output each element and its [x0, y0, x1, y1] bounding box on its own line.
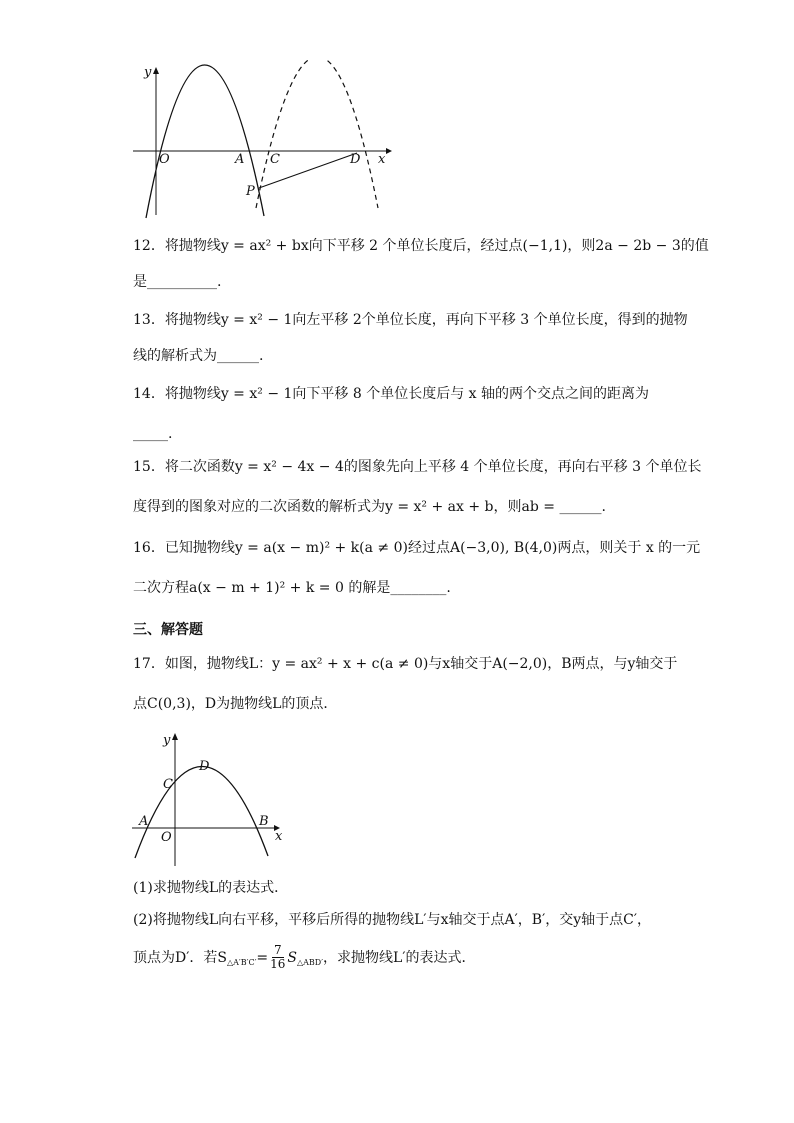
label-O: O — [161, 830, 172, 845]
question-12 — [133, 236, 709, 292]
question-number: 15． — [133, 459, 165, 475]
area-symbol: S — [287, 949, 297, 966]
figure-parabola-L — [128, 728, 288, 868]
parabola-dashed — [256, 60, 378, 208]
label-C: C — [270, 152, 280, 167]
question-text-cont: 度得到的图象对应的二次函数的解析式为y = x² + ax + b，则ab = ______. — [133, 499, 606, 515]
subscript: △A′B′C′ — [227, 957, 257, 967]
question-16 — [133, 538, 701, 598]
question-number: 16． — [133, 540, 165, 556]
question-17 — [133, 654, 678, 714]
equals: = — [256, 949, 269, 966]
question-text-cont: 线的解析式为______. — [133, 348, 264, 364]
question-number: 13． — [133, 312, 165, 328]
label-x: x — [378, 152, 386, 167]
question-number: 14． — [133, 386, 165, 402]
label-P: P — [246, 184, 255, 199]
question-text: 将抛物线y = x² − 1向左平移 2个单位长度，再向下平移 3 个单位长度，得到的抛物 — [164, 312, 688, 328]
figure-parabola-translation — [128, 60, 393, 220]
parabola-L — [135, 766, 268, 858]
question-13 — [133, 310, 688, 366]
label-O: O — [159, 152, 170, 167]
label-A: A — [235, 152, 245, 167]
fraction-numerator: 7 — [273, 943, 282, 957]
question-text-cont: 点C(0,3)，D为抛物线L的顶点． — [133, 696, 338, 712]
question-text: 顶点为D′．若S — [133, 949, 227, 966]
question-text: 17．如图，抛物线L：y = ax² + x + c(a ≠ 0)与x轴交于A(−2,0)，B两点，与y轴交于 — [133, 656, 678, 672]
fraction — [270, 944, 285, 971]
y-axis-arrow — [172, 733, 178, 740]
question-14 — [133, 384, 673, 444]
label-A: A — [139, 814, 149, 829]
label-D: D — [199, 759, 210, 774]
question-text: 将抛物线y = ax² + bx向下平移 2 个单位长度后，经过点(−1,1)，则2a − 2b − 3的值 — [164, 238, 709, 254]
question-text: 将二次函数y = x² − 4x − 4的图象先向上平移 4 个单位长度，再向右平移 3 个单位长 — [164, 459, 702, 475]
question-15 — [133, 457, 702, 517]
label-B: B — [259, 814, 269, 829]
question-text-cont: 二次方程a(x − m + 1)² + k = 0 的解是________. — [133, 580, 451, 596]
question-text: (2)将抛物线L向右平移，平移后所得的抛物线L′与x轴交于点A′，B′，交y轴于点C′， — [133, 912, 652, 928]
label-D: D — [350, 152, 361, 167]
question-number: 12． — [133, 238, 165, 254]
label-y: y — [163, 733, 171, 748]
question-text: 已知抛物线y = a(x − m)² + k(a ≠ 0)经过点A(−3,0), B(4,0)两点，则关于 x 的一元 — [164, 540, 701, 556]
subscript: △ABD′ — [297, 957, 324, 967]
section-title: 三、解答题 — [133, 622, 203, 638]
question-17-part-1: (1)求抛物线L的表达式． — [133, 880, 289, 896]
question-17-part-2 — [133, 910, 673, 971]
y-axis-arrow — [153, 67, 159, 74]
question-text-cont: _____. — [133, 426, 173, 442]
question-text-cont: 是__________. — [133, 274, 222, 290]
question-text: 将抛物线y = x² − 1向下平移 8 个单位长度后与 x 轴的两个交点之间的距离为 — [164, 386, 650, 402]
label-y: y — [144, 65, 152, 80]
question-text: ，求抛物线L′的表达式． — [323, 949, 476, 966]
label-C: C — [163, 777, 173, 792]
label-x: x — [275, 829, 283, 844]
fraction-denominator: 16 — [270, 957, 286, 971]
x-axis-arrow — [386, 148, 392, 154]
